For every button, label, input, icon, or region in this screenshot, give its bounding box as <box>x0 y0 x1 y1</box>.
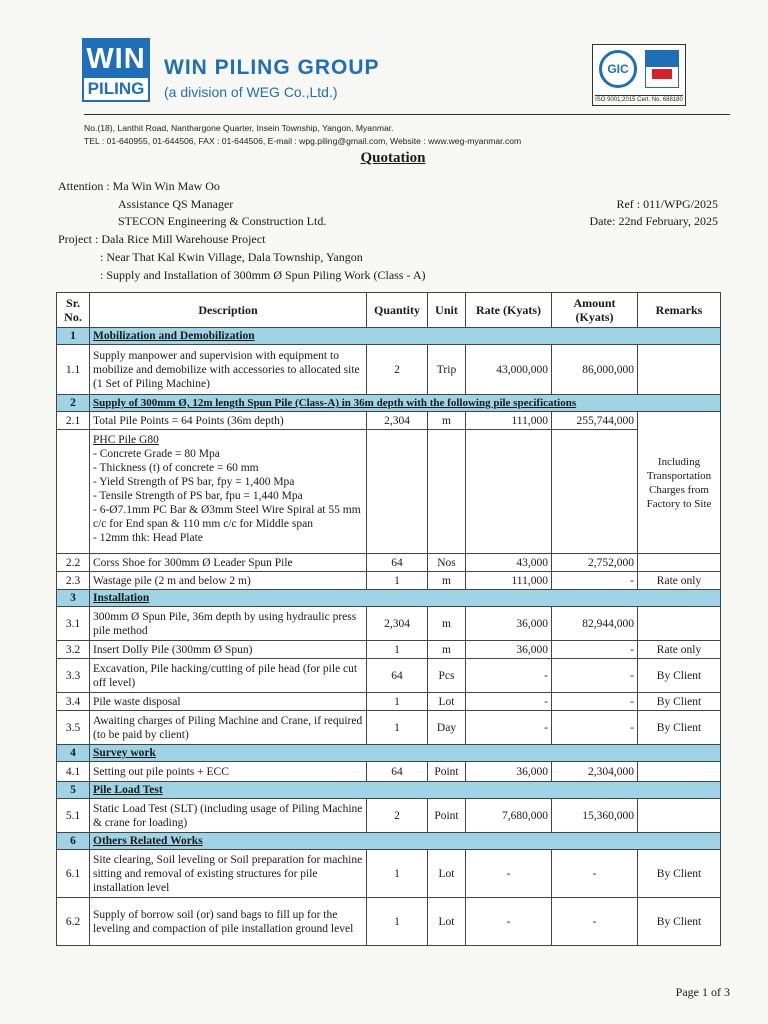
item-unit: Day <box>428 711 466 745</box>
item-remarks: By Client <box>638 711 721 745</box>
section-number: 1 <box>57 328 90 345</box>
item-unit: m <box>428 641 466 659</box>
company-subtitle: (a division of WEG Co.,Ltd.) <box>164 84 338 100</box>
item-number: 3.2 <box>57 641 90 659</box>
item-amount: 255,744,000 <box>552 412 638 430</box>
section-title: Survey work <box>90 745 721 762</box>
table-row <box>57 659 721 693</box>
item-description: Insert Dolly Pile (300mm Ø Spun) <box>90 641 367 659</box>
item-quantity: 2,304 <box>367 607 428 641</box>
item-rate: 36,000 <box>466 607 552 641</box>
iso-cert-number: ISO 9001:2015 Cert. No. 688180 <box>595 97 683 103</box>
item-number: 3.5 <box>57 711 90 745</box>
item-number: 6.2 <box>57 898 90 946</box>
empty-cell <box>57 430 90 554</box>
item-unit: Lot <box>428 850 466 898</box>
item-quantity: 2 <box>367 799 428 833</box>
item-number: 2.2 <box>57 554 90 572</box>
item-amount: - <box>552 641 638 659</box>
item-unit: m <box>428 412 466 430</box>
spec-line: - 6-Ø7.1mm PC Bar & Ø3mm Steel Wire Spiral at 55 mm c/c for End span & 110 mm c/c for Middle span <box>93 504 361 530</box>
item-unit: Lot <box>428 693 466 711</box>
section-row <box>57 833 721 850</box>
item-quantity: 1 <box>367 572 428 590</box>
section-row <box>57 328 721 345</box>
item-quantity: 1 <box>367 711 428 745</box>
section-row <box>57 782 721 799</box>
section-row <box>57 590 721 607</box>
table-row <box>57 412 721 430</box>
section-row <box>57 395 721 412</box>
item-rate: 36,000 <box>466 641 552 659</box>
item-unit: Nos <box>428 554 466 572</box>
project-scope: : Supply and Installation of 300mm Ø Spun Piling Work (Class - A) <box>100 268 426 282</box>
project-location: : Near That Kal Kwin Village, Dala Township, Yangon <box>100 250 363 264</box>
table-row <box>57 850 721 898</box>
header-quantity: Quantity <box>367 293 428 328</box>
item-remarks <box>638 345 721 395</box>
item-amount: - <box>552 711 638 745</box>
item-description: Total Pile Points = 64 Points (36m depth) <box>90 412 367 430</box>
spec-line: - Tensile Strength of PS bar, fpu = 1,440 Mpa <box>93 490 303 502</box>
item-remarks: Rate only <box>638 641 721 659</box>
empty-cell <box>466 430 552 554</box>
header-amount: Amount (Kyats) <box>552 293 638 328</box>
table-row <box>57 572 721 590</box>
item-remarks: Rate only <box>638 572 721 590</box>
item-quantity: 2 <box>367 345 428 395</box>
item-number: 4.1 <box>57 762 90 782</box>
item-quantity: 1 <box>367 850 428 898</box>
item-rate: 36,000 <box>466 762 552 782</box>
item-amount: 2,304,000 <box>552 762 638 782</box>
item-remarks: By Client <box>638 898 721 946</box>
item-remarks <box>638 799 721 833</box>
item-quantity: 2,304 <box>367 412 428 430</box>
page-number: Page 1 of 3 <box>675 985 730 999</box>
item-rate: - <box>466 659 552 693</box>
item-number: 3.4 <box>57 693 90 711</box>
spec-line: - Yield Strength of PS bar, fpy = 1,400 Mpa <box>93 476 295 488</box>
item-remarks <box>638 554 721 572</box>
item-description: Pile waste disposal <box>90 693 367 711</box>
pile-spec-row <box>57 430 721 554</box>
logo-win-text: WIN <box>84 40 148 78</box>
item-remarks <box>638 607 721 641</box>
item-description: Excavation, Pile hacking/cutting of pile head (for pile cut off level) <box>90 659 367 693</box>
item-unit: Point <box>428 762 466 782</box>
section-title: Mobilization and Demobilization <box>90 328 721 345</box>
item-amount: - <box>552 693 638 711</box>
item-unit: Lot <box>428 898 466 946</box>
item-number: 1.1 <box>57 345 90 395</box>
header-remarks: Remarks <box>638 293 721 328</box>
section-row <box>57 745 721 762</box>
item-rate: 111,000 <box>466 572 552 590</box>
item-unit: m <box>428 572 466 590</box>
item-description: Setting out pile points + ECC <box>90 762 367 782</box>
table-row <box>57 711 721 745</box>
item-description: Corss Shoe for 300mm Ø Leader Spun Pile <box>90 554 367 572</box>
item-amount: 15,360,000 <box>552 799 638 833</box>
item-unit: Point <box>428 799 466 833</box>
item-remarks: By Client <box>638 693 721 711</box>
item-quantity: 64 <box>367 762 428 782</box>
table-row <box>57 641 721 659</box>
item-rate: 43,000 <box>466 554 552 572</box>
quotation-date: Date: 22nd February, 2025 <box>589 214 718 228</box>
quotation-table <box>56 292 721 946</box>
pile-specification <box>90 430 367 554</box>
item-number: 3.3 <box>57 659 90 693</box>
header-sr-no: Sr. No. <box>57 293 90 328</box>
item-rate: 111,000 <box>466 412 552 430</box>
item-number: 3.1 <box>57 607 90 641</box>
item-remarks: By Client <box>638 850 721 898</box>
header-unit: Unit <box>428 293 466 328</box>
header-divider <box>84 114 730 115</box>
document-title: Quotation <box>360 150 426 166</box>
project-name: Project : Dala Rice Mill Warehouse Project <box>58 232 266 246</box>
item-unit: Pcs <box>428 659 466 693</box>
company-name: WIN PILING GROUP <box>164 56 380 79</box>
logo-piling-text: PILING <box>84 78 148 100</box>
attention-company: STECON Engineering & Construction Ltd. <box>118 214 327 228</box>
company-logo <box>82 38 150 102</box>
item-remarks: Including Transportation Charges from Factory to Site <box>638 412 721 554</box>
gic-seal-icon: GIC <box>599 50 637 88</box>
item-amount: - <box>552 850 638 898</box>
empty-cell <box>367 430 428 554</box>
section-number: 3 <box>57 590 90 607</box>
item-number: 2.1 <box>57 412 90 430</box>
contact-line: TEL : 01-640955, 01-644506, FAX : 01-644506, E-mail : wpg.piling@gmail.com, Website : www.weg-myanmar.com <box>84 136 522 146</box>
item-rate: - <box>466 850 552 898</box>
item-description: 300mm Ø Spun Pile, 36m depth by using hydraulic press pile method <box>90 607 367 641</box>
table-row <box>57 607 721 641</box>
item-quantity: 1 <box>367 641 428 659</box>
section-number: 5 <box>57 782 90 799</box>
item-amount: 82,944,000 <box>552 607 638 641</box>
item-amount: 2,752,000 <box>552 554 638 572</box>
address-line: No.(18), Lanthit Road, Nanthargone Quarter, Insein Township, Yangon, Myanmar. <box>84 123 394 133</box>
item-quantity: 1 <box>367 693 428 711</box>
table-row <box>57 898 721 946</box>
reference-number: Ref : 011/WPG/2025 <box>616 197 718 211</box>
section-number: 4 <box>57 745 90 762</box>
item-remarks <box>638 762 721 782</box>
table-row <box>57 554 721 572</box>
item-amount: 86,000,000 <box>552 345 638 395</box>
item-rate: - <box>466 693 552 711</box>
section-title: Installation <box>90 590 721 607</box>
section-number: 6 <box>57 833 90 850</box>
table-row <box>57 345 721 395</box>
section-title: Supply of 300mm Ø, 12m length Spun Pile (Class-A) in 36m depth with the following pile specifications <box>90 395 721 412</box>
ukas-crown-icon <box>645 50 679 88</box>
certification-badge <box>592 44 686 106</box>
item-unit: Trip <box>428 345 466 395</box>
section-title: Pile Load Test <box>90 782 721 799</box>
section-title: Others Related Works <box>90 833 721 850</box>
item-quantity: 64 <box>367 659 428 693</box>
item-description: Static Load Test (SLT) (including usage of Piling Machine & crane for loading) <box>90 799 367 833</box>
item-remarks: By Client <box>638 659 721 693</box>
attention-position: Assistance QS Manager <box>118 197 234 211</box>
item-rate: - <box>466 711 552 745</box>
item-description: Wastage pile (2 m and below 2 m) <box>90 572 367 590</box>
item-number: 2.3 <box>57 572 90 590</box>
item-number: 5.1 <box>57 799 90 833</box>
table-header-row <box>57 293 721 328</box>
item-rate: 43,000,000 <box>466 345 552 395</box>
item-amount: - <box>552 898 638 946</box>
header-description: Description <box>90 293 367 328</box>
spec-title: PHC Pile G80 <box>93 434 159 446</box>
table-row <box>57 693 721 711</box>
item-amount: - <box>552 659 638 693</box>
section-number: 2 <box>57 395 90 412</box>
item-quantity: 1 <box>367 898 428 946</box>
item-quantity: 64 <box>367 554 428 572</box>
item-number: 6.1 <box>57 850 90 898</box>
item-description: Supply manpower and supervision with equipment to mobilize and demobilize with accessories to allocated site (1 Set of Piling Machine) <box>90 345 367 395</box>
attention-line: Attention : Ma Win Win Maw Oo <box>58 179 220 193</box>
empty-cell <box>428 430 466 554</box>
item-rate: - <box>466 898 552 946</box>
item-description: Supply of borrow soil (or) sand bags to fill up for the leveling and compaction of pile installation ground level <box>90 898 367 946</box>
item-rate: 7,680,000 <box>466 799 552 833</box>
spec-line: - 12mm thk: Head Plate <box>93 532 203 544</box>
spec-line: - Concrete Grade = 80 Mpa <box>93 448 220 460</box>
table-row <box>57 762 721 782</box>
item-description: Site clearing, Soil leveling or Soil preparation for machine sitting and removal of existing structures for pile installation level <box>90 850 367 898</box>
spec-line: - Thickness (t) of concrete = 60 mm <box>93 462 259 474</box>
item-unit: m <box>428 607 466 641</box>
empty-cell <box>552 430 638 554</box>
header-rate: Rate (Kyats) <box>466 293 552 328</box>
item-description: Awaiting charges of Piling Machine and Crane, if required (to be paid by client) <box>90 711 367 745</box>
item-amount: - <box>552 572 638 590</box>
table-row <box>57 799 721 833</box>
